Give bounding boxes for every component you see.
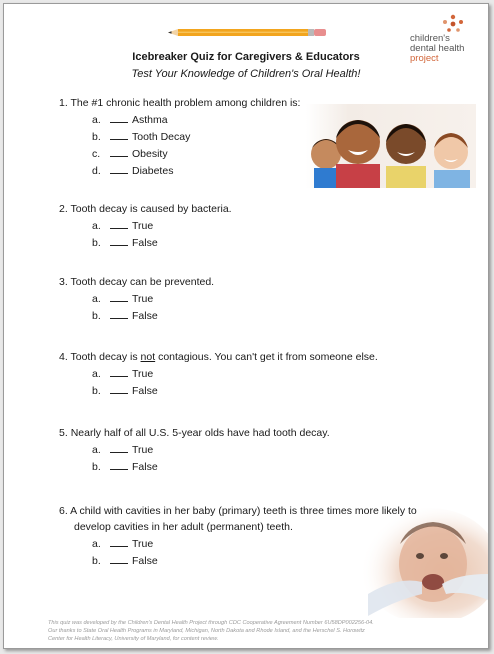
option-letter: a. <box>92 538 101 550</box>
answer-blank[interactable] <box>110 112 128 123</box>
question-6 <box>59 503 417 535</box>
question-text-line2: develop cavities in her adult (permanent) teeth. <box>74 521 293 533</box>
option-label: False <box>132 237 158 249</box>
option-letter: a. <box>92 220 101 232</box>
logo-text-line3: project <box>410 53 439 64</box>
option-6b <box>92 553 158 569</box>
footer-credits <box>48 619 458 643</box>
logo-text-line1: children's <box>410 33 450 44</box>
pencil-icon <box>168 28 328 37</box>
option-1d <box>92 163 173 179</box>
question-number: 2. <box>59 203 68 215</box>
footer-line2: Our thanks to State Oral Health Programs in Maryland, Michigan, North Dakota and Rhode Island, and the Herschel S. Horowitz <box>48 628 365 634</box>
option-1b <box>92 129 190 145</box>
option-label: True <box>132 220 154 232</box>
option-2a <box>92 218 153 234</box>
answer-blank[interactable] <box>110 383 128 394</box>
option-letter: b. <box>92 385 101 397</box>
option-letter: b. <box>92 237 101 249</box>
question-text: Tooth decay can be prevented. <box>70 276 215 288</box>
option-3a <box>92 291 153 307</box>
answer-blank[interactable] <box>110 235 128 246</box>
footer-line1: This quiz was developed by the Children's Dental Health Project through CDC Cooperative Agreement Number 6U58DP002256-04. <box>48 620 374 626</box>
option-label: Tooth Decay <box>132 131 191 143</box>
answer-blank[interactable] <box>110 146 128 157</box>
option-1c <box>92 146 168 162</box>
answer-blank[interactable] <box>110 291 128 302</box>
option-letter: a. <box>92 293 101 305</box>
option-letter: a. <box>92 444 101 456</box>
option-5b <box>92 459 158 475</box>
question-2 <box>59 201 232 217</box>
option-label: True <box>132 538 154 550</box>
quiz-page <box>3 3 489 649</box>
option-4b <box>92 383 158 399</box>
option-3b <box>92 308 158 324</box>
option-label: True <box>132 293 154 305</box>
option-1a <box>92 112 168 128</box>
question-5 <box>59 425 330 441</box>
answer-blank[interactable] <box>110 366 128 377</box>
question-number: 1. <box>59 97 68 109</box>
option-label: False <box>132 385 158 397</box>
answer-blank[interactable] <box>110 129 128 140</box>
option-letter: b. <box>92 310 101 322</box>
option-5a <box>92 442 153 458</box>
question-number: 3. <box>59 276 68 288</box>
children-smiling-photo <box>306 104 476 188</box>
option-6a <box>92 536 153 552</box>
question-text-underlined: not <box>140 351 156 363</box>
question-1 <box>59 95 300 111</box>
question-number: 5. <box>59 427 68 439</box>
option-letter: c. <box>92 148 101 160</box>
question-number: 6. <box>59 505 68 517</box>
option-label: True <box>132 368 154 380</box>
option-label: Asthma <box>132 114 168 126</box>
question-text-after: contagious. You can't get it from someone else. <box>155 351 378 363</box>
question-text: Tooth decay is caused by bacteria. <box>70 203 232 215</box>
option-2b <box>92 235 158 251</box>
option-letter: b. <box>92 461 101 473</box>
question-text: Nearly half of all U.S. 5-year olds have had tooth decay. <box>70 427 330 439</box>
answer-blank[interactable] <box>110 459 128 470</box>
option-letter: a. <box>92 368 101 380</box>
answer-blank[interactable] <box>110 553 128 564</box>
option-label: Diabetes <box>132 165 174 177</box>
question-3 <box>59 274 214 290</box>
quiz-title: Icebreaker Quiz for Caregivers & Educators <box>132 51 360 63</box>
option-letter: b. <box>92 131 101 143</box>
option-4a <box>92 366 153 382</box>
option-label: True <box>132 444 154 456</box>
logo-text-line2: dental health <box>410 43 465 54</box>
option-letter: a. <box>92 114 101 126</box>
answer-blank[interactable] <box>110 218 128 229</box>
option-label: False <box>132 461 158 473</box>
question-text: The #1 chronic health problem among children is: <box>70 97 301 109</box>
option-label: False <box>132 555 158 567</box>
quiz-subtitle: Test Your Knowledge of Children's Oral Health! <box>131 68 361 80</box>
answer-blank[interactable] <box>110 308 128 319</box>
answer-blank[interactable] <box>110 163 128 174</box>
option-letter: b. <box>92 555 101 567</box>
question-number: 4. <box>59 351 68 363</box>
answer-blank[interactable] <box>110 536 128 547</box>
option-label: Obesity <box>132 148 168 160</box>
question-text-line1: A child with cavities in her baby (primary) teeth is three times more likely to <box>70 505 417 517</box>
footer-line3: Center for Health Literacy, University of Maryland, for content review. <box>48 636 219 642</box>
option-label: False <box>132 310 158 322</box>
question-4 <box>59 349 378 365</box>
answer-blank[interactable] <box>110 442 128 453</box>
question-text-before: Tooth decay is <box>70 351 141 363</box>
option-letter: d. <box>92 165 101 177</box>
